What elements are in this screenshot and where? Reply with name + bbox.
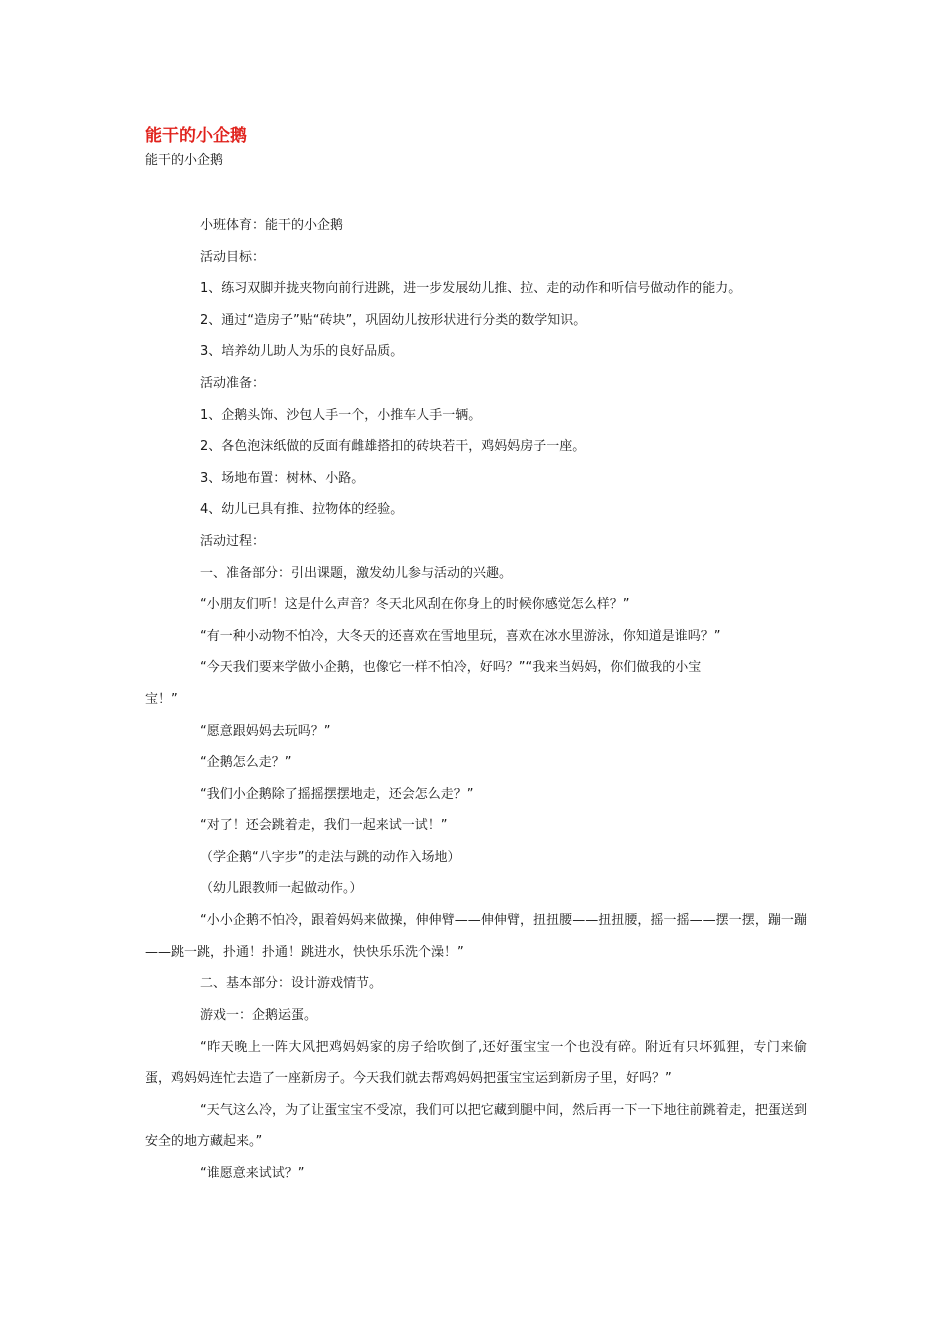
paragraph-prep-1: 1、企鹅头饰、沙包人手一个，小推车人手一辆。 [200,407,482,423]
paragraph-quote: “谁愿意来试试？” [200,1165,305,1181]
paragraph-quote: “有一种小动物不怕冷，大冬天的还喜欢在雪地里玩，喜欢在冰水里游泳，你知道是谁吗？” [200,628,721,644]
paragraph-story: “昨天晚上一阵大风把鸡妈妈家的房子给吹倒了,还好蛋宝宝一个也没有碎。附近有只坏狐狸，专门来偷蛋，鸡妈妈连忙去造了一座新房子。今天我们就去帮鸡妈妈把蛋宝宝运到新房子里，好吗？” [145,1039,807,1087]
paragraph-lesson-name: 小班体育：能干的小企鹅 [200,218,344,233]
paragraph-prep-4: 4、幼儿已具有推、拉物体的经验。 [200,502,404,518]
paragraph-quote: “愿意跟妈妈去玩吗？” [200,723,331,739]
paragraph-chant: “小小企鹅不怕冷，跟着妈妈来做操，伸伸臂——伸伸臂，扭扭腰——扭扭腰，摇一摇——摆一摆，蹦一蹦——跳一跳，扑通！扑通！跳进水，快快乐乐洗个澡！” [145,913,807,960]
paragraph-prep-2: 2、各色泡沫纸做的反面有雌雄搭扣的砖块若干，鸡妈妈房子一座。 [200,439,586,455]
paragraph-process-heading: 活动过程： [200,533,266,549]
paragraph-quote: “对了！还会跳着走，我们一起来试一试！” [200,818,448,834]
paragraph-goal-3: 3、培养幼儿助人为乐的良好品质。 [200,344,404,360]
document-title: 能干的小企鹅 [145,126,247,146]
paragraph-prep-3: 3、场地布置：树林、小路。 [200,470,365,486]
paragraph-instruction: “天气这么冷，为了让蛋宝宝不受凉，我们可以把它藏到腿中间，然后再一下一下地往前跳着走，把蛋送到安全的地方藏起来。” [145,1102,807,1150]
document-subtitle: 能干的小企鹅 [145,153,224,168]
paragraph-part-1: 一、准备部分：引出课题，激发幼儿参与活动的兴趣。 [200,565,513,581]
paragraph-quote: “我们小企鹅除了摇摇摆摆地走，还会怎么走？” [200,786,474,802]
paragraph-goal-1: 1、练习双脚并拢夹物向前行进跳，进一步发展幼儿推、拉、走的动作和听信号做动作的能力。 [200,281,742,297]
paragraph-quote: “小朋友们听！这是什么声音？冬天北风刮在你身上的时候你感觉怎么样？” [200,597,630,613]
paragraph-quote-continued: 宝！” [145,691,178,707]
paragraph-part-2: 二、基本部分：设计游戏情节。 [200,976,383,992]
document-body [145,214,807,1193]
paragraph-stage-direction: （学企鹅“八字步”的走法与跳的动作入场地） [200,849,461,865]
paragraph-goal-2: 2、通过“造房子”贴“砖块”，巩固幼儿按形状进行分类的数学知识。 [200,312,587,328]
paragraph-quote: “企鹅怎么走？” [200,755,292,771]
paragraph-game-1: 游戏一：企鹅运蛋。 [200,1007,318,1023]
paragraph-stage-direction: （幼儿跟教师一起做动作。） [200,881,363,897]
paragraph-goals-heading: 活动目标： [200,249,266,265]
paragraph-quote: “今天我们要来学做小企鹅，也像它一样不怕冷，好吗？”“我来当妈妈，你们做我的小宝 [200,660,702,676]
paragraph-prep-heading: 活动准备： [200,375,266,391]
